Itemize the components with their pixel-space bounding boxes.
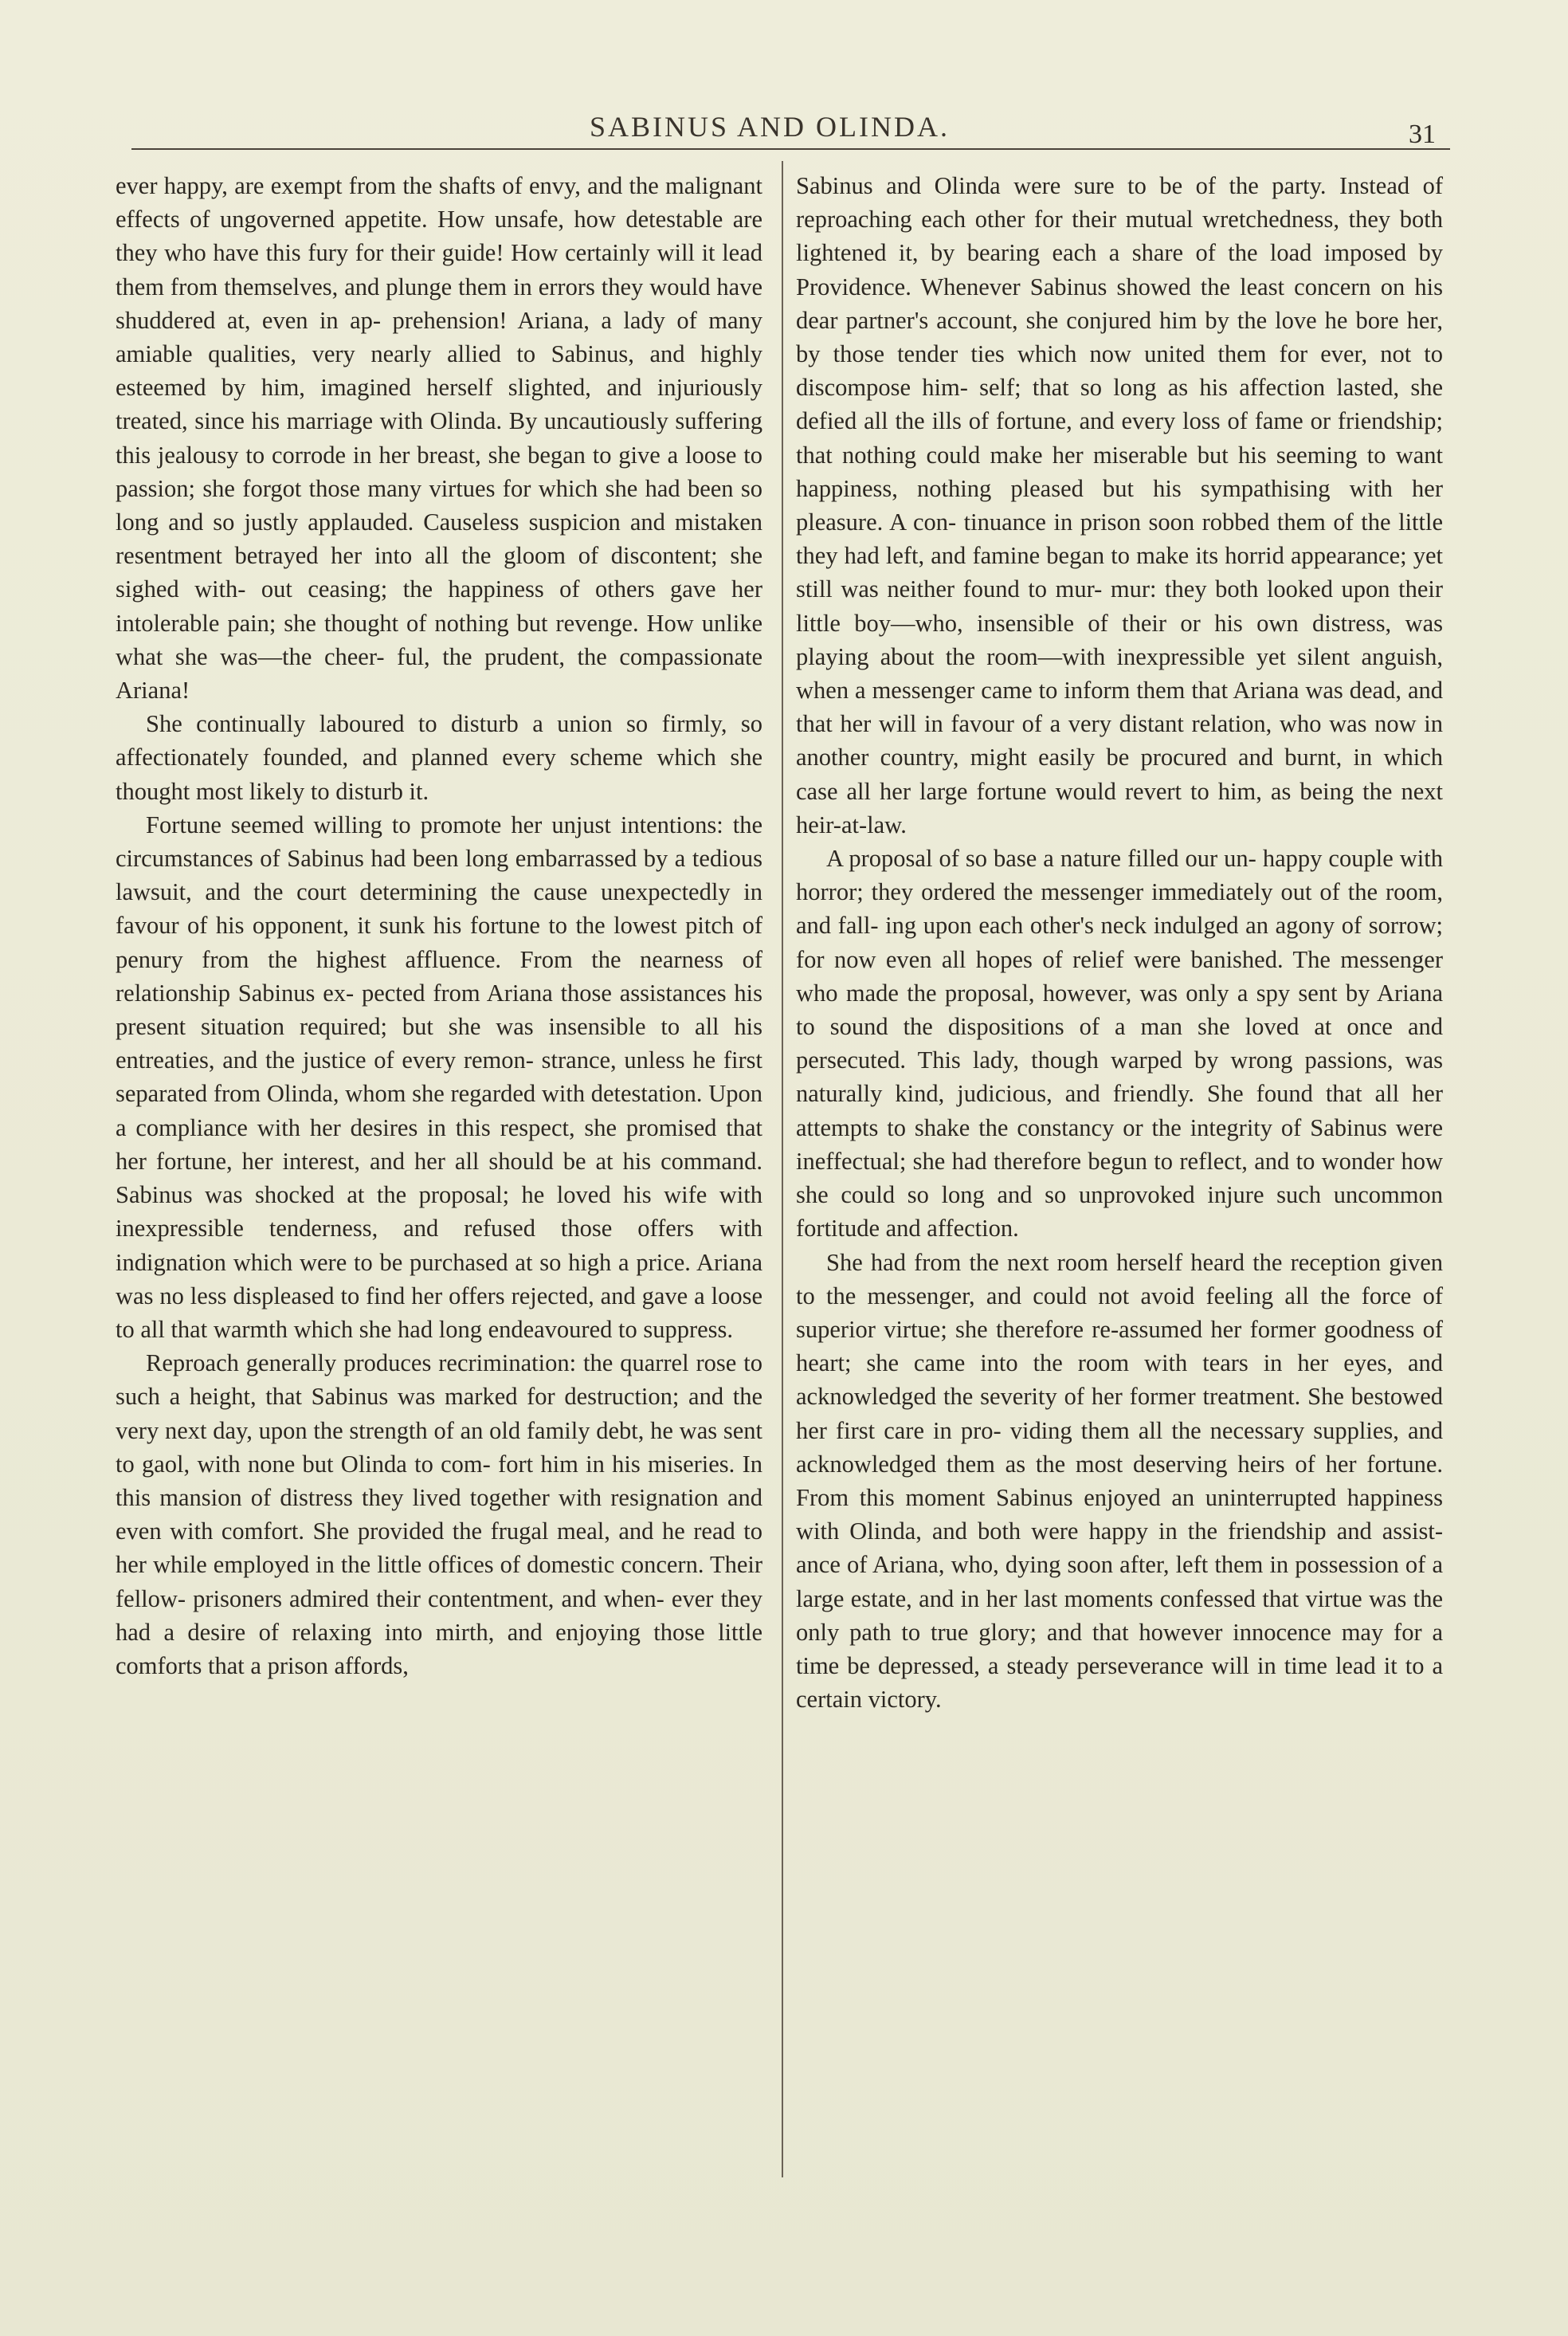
paragraph: Fortune seemed willing to promote her unjust intentions: the circumstances of Sabinus had been long embarrassed by a tedious lawsuit, and the court determining the cause unexpectedly in favour of his opponent, it sunk his fortune to the lowest pitch of penury from the highest affluence. From the nearness of relationship Sabinus ex- pected from Ariana those assistances his present situation required; but she was insensible to all his entreaties, and the justice of every remon- strance, unless he first separated from Olinda, whom she regarded with detestation. Upon a compliance with her desires in this respect, she promised that her fortune, her interest, and her all should be at his command. Sabinus was shocked at the proposal; he loved his wife with inexpressible tenderness, and refused those offers with indignation which were to be purchased at so high a price. Ariana was no less displeased to find her offers rejected, and gave a loose to all that warmth which she had long endeavoured to suppress. [116,811,762,1343]
paragraph: A proposal of so base a nature filled our un- happy couple with horror; they ordered the messenger immediately out of the room, and fall- ing upon each other's neck indulged an agony of sorrow; for now even all hopes of relief were banished. The messenger who made the proposal, however, was only a spy sent by Ariana to sound the dispositions of a man she loved at once and persecuted. This lady, though warped by wrong passions, was naturally kind, judicious, and friendly. She found that all her attempts to shake the constancy or the integrity of Sabinus were ineffectual; she had therefore begun to reflect, and to wonder how she could so long and so unprovoked injure such uncommon fortitude and affection. [796,845,1443,1243]
right-column [796,169,1443,1716]
running-header [131,102,1450,153]
paragraph: She had from the next room herself heard the reception given to the messenger, and could not avoid feeling all the force of superior virtue; she therefore re-assumed her former goodness of heart; she came into the room with tears in her eyes, and acknowledged the severity of her former treatment. She bestowed her first care in pro- viding them all the necessary supplies, and acknowledged them as the most deserving heirs of her fortune. From this moment Sabinus enjoyed an uninterrupted happiness with Olinda, and both were happy in the friendship and assist- ance of Ariana, who, dying soon after, left them in possession of a large estate, and in her last moments confessed that virtue was the only path to true glory; and that however innocence may for a time be depressed, a steady perseverance will in time lead it to a certain victory. [796,1248,1443,1714]
paragraph: She continually laboured to disturb a union so firmly, so affectionately founded, and planned every scheme which she thought most likely to disturb it. [116,710,762,805]
paragraph: Sabinus and Olinda were sure to be of the party. Instead of reproaching each other for their mutual wretchedness, they both lightened it, by bearing each a share of the load imposed by Providence. Whenever Sabinus showed the least concern on his dear partner's account, she conjured him by the love he bore her, by those tender ties which now united them for ever, not to discompose him- self; that so long as his affection lasted, she defied all the ills of fortune, and every loss of fame or friendship; that nothing could make her miserable but his seeming to want happiness, nothing pleased but his sympathising with her pleasure. A con- tinuance in prison soon robbed them of the little they had left, and famine began to make its horrid appearance; yet still was neither found to mur- mur: they both looked upon their little boy—who, insensible of their or his own distress, was playing about the room—with inexpressible yet silent anguish, when a messenger came to inform them that Ariana was dead, and that her will in favour of a very distant relation, who was now in another country, might easily be procured and burnt, in which case all her large fortune would revert to him, as being the next heir-at-law. [796,172,1443,838]
header-rule [131,148,1450,150]
page-number: 31 [1409,120,1436,149]
left-column [116,169,762,1682]
paragraph: Reproach generally produces recrimination: the quarrel rose to such a height, that Sabinus was marked for destruction; and the very next day, upon the strength of an old family debt, he was sent to gaol, with none but Olinda to com- fort him in his miseries. In this mansion of distress they lived together with resignation and even with comfort. She provided the frugal meal, and he read to her while employed in the little offices of domestic concern. Their fellow- prisoners admired their contentment, and when- ever they had a desire of relaxing into mirth, and enjoying those little comforts that a prison affords, [116,1349,762,1679]
running-title: SABINUS AND OLINDA. [590,111,951,143]
paragraph: ever happy, are exempt from the shafts of envy, and the malignant effects of ungoverned appetite. How unsafe, how detestable are they who have this fury for their guide! How certainly will it lead them from themselves, and plunge them in errors they would have shuddered at, even in ap- prehension! Ariana, a lady of many amiable qualities, very nearly allied to Sabinus, and highly esteemed by him, imagined herself slighted, and injuriously treated, since his marriage with Olinda. By uncautiously suffering this jealousy to corrode in her breast, she began to give a loose to passion; she forgot those many virtues for which she had been so long and so justly applauded. Causeless suspicion and mistaken resentment betrayed her into all the gloom of discontent; she sighed with- out ceasing; the happiness of others gave her intolerable pain; she thought of nothing but revenge. How unlike what she was—the cheer- ful, the prudent, the compassionate Ariana! [116,172,762,705]
column-divider [782,161,783,2177]
